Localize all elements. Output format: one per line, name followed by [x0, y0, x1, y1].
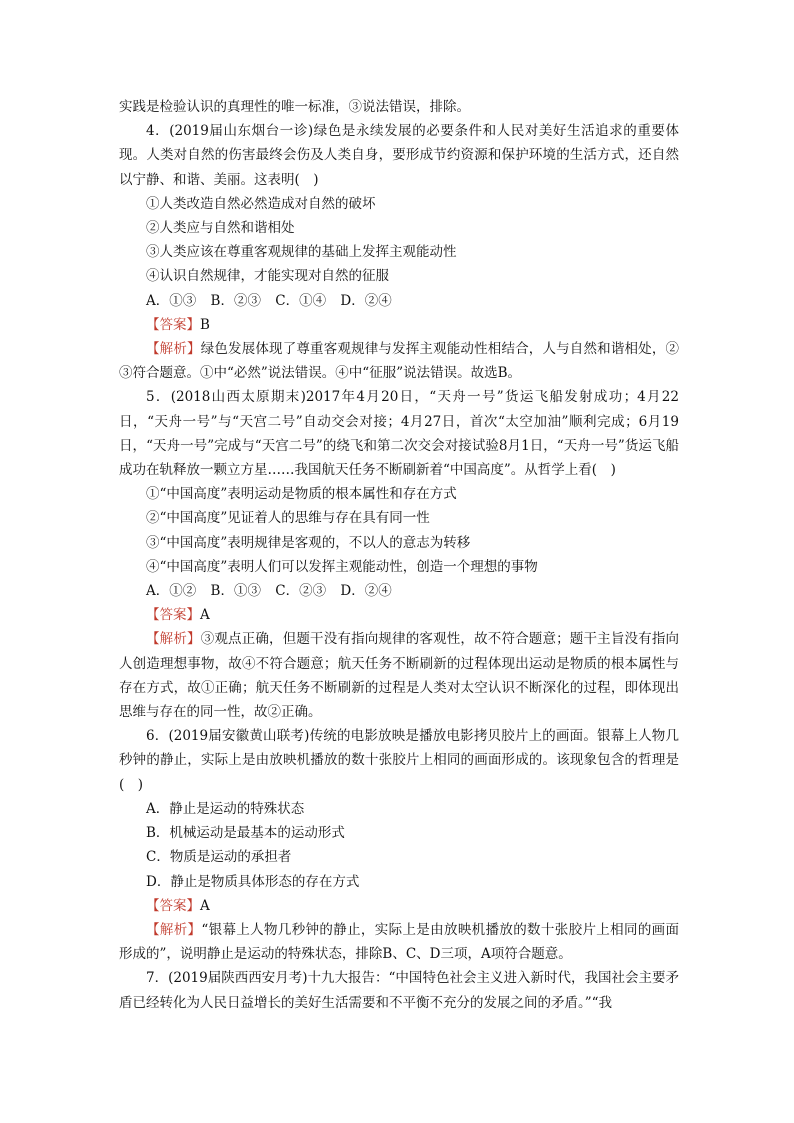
question-4-choices: [119, 289, 679, 313]
question-5-statement-1: ①“中国高度”表明运动是物质的根本属性和存在方式: [146, 486, 457, 503]
answer-value: A: [200, 607, 210, 624]
analysis-text: “银幕上人物几秒钟的静止，实际上是由放映机播放的数十张胶片上相同的画面形成的”，说明静止是运动的特殊状态，排除B、C、D三项，A项符合题意。: [119, 921, 680, 963]
question-5-statement-3: ③“中国高度”表明规律是客观的，不以人的意志为转移: [146, 534, 471, 551]
analysis-tag: 【解析】: [146, 631, 201, 648]
answer-tag: 【答案】: [146, 316, 200, 333]
choice-c: C．②③: [275, 583, 327, 600]
intro-line: 实践是检验认识的真理性的唯一标准，③说法错误，排除。: [119, 99, 470, 115]
document-content: [119, 95, 679, 1015]
choice-b: B．①③: [210, 583, 261, 600]
analysis-tag: 【解析】: [146, 921, 202, 938]
analysis-text: 绿色发展体现了尊重客观规律与发挥主观能动性相结合，人与自然和谐相处，②③符合题意。①中“必然”说法错误。④中“征服”说法错误。故选B。: [119, 341, 680, 382]
question-6-stem: 6．(2019届安徽黄山联考)传统的电影放映是播放电影拷贝胶片上的画面。银幕上人物几秒钟的静止，实际上是由放映机播放的数十张胶片上相同的画面形成的。该现象包含的哲理是( ): [119, 728, 679, 793]
question-5-answer: [119, 603, 679, 627]
question-5-statement-4: ④“中国高度”表明人们可以发挥主观能动性，创造一个理想的事物: [146, 558, 538, 575]
question-4-statement-1: ①人类改造自然必然造成对自然的破坏: [146, 195, 376, 212]
choice-a: A．①②: [146, 583, 197, 600]
answer-value: A: [200, 897, 210, 914]
question-5-stem: 5．(2018山西太原期末)2017年4月20日，“天舟一号”货运飞船发射成功；4月22日，“天舟一号”与“天宫二号”自动交会对接；4月27日，首次“太空加油”顺利完成；6月19日，“天舟一号”完成与“天宫二号”的绕飞和第二次交会对接试验8月1日，“天舟一号”货运飞船成功在轨释放一颗立方星……我国航天任务不断刷新着“中国高度”。从哲学上看( ): [119, 389, 679, 479]
answer-tag: 【答案】: [146, 897, 200, 914]
question-4-answer: [119, 313, 679, 337]
question-4-stem: 4．(2019届山东烟台一诊)绿色是永续发展的必要条件和人民对美好生活追求的重要体现。人类对自然的伤害最终会伤及人类自身，要形成节约资源和保护环境的生活方式，还自然以宁静、和谐、美丽。这表明( ): [119, 123, 679, 188]
choice-b: B．②③: [210, 292, 261, 309]
question-4-analysis: [119, 337, 679, 385]
question-6-analysis: [119, 918, 679, 966]
question-5-statement-2: ②“中国高度”见证着人的思维与存在具有同一性: [146, 510, 430, 527]
choice-d: D．②④: [340, 583, 392, 600]
choice-d: D．②④: [340, 292, 392, 309]
question-4-statement-2: ②人类应与自然和谐相处: [146, 220, 295, 237]
question-6-option-a: A．静止是运动的特殊状态: [146, 800, 305, 817]
question-5-choices: [119, 579, 679, 603]
answer-tag: 【答案】: [146, 607, 200, 624]
question-6-option-d: D．静止是物质具体形态的存在方式: [146, 873, 360, 890]
question-4-statement-3: ③人类应该在尊重客观规律的基础上发挥主观能动性: [146, 244, 457, 261]
analysis-text: ③观点正确，但题干没有指向规律的客观性，故不符合题意；题干主旨没有指向人创造理想事物，故④不符合题意；航天任务不断刷新的过程体现出运动是物质的根本属性与存在方式，故①正确；航天任务不断刷新的过程是人类对太空认识不断深化的过程，即体现出思维与存在的同一性，故②正确。: [119, 631, 680, 721]
choice-c: C．①④: [275, 292, 327, 309]
question-6-option-b: B．机械运动是最基本的运动形式: [146, 825, 345, 842]
question-5-analysis: [119, 627, 679, 724]
answer-value: B: [200, 316, 210, 333]
analysis-tag: 【解析】: [146, 341, 201, 358]
question-4-statement-4: ④认识自然规律，才能实现对自然的征服: [146, 268, 389, 285]
choice-a: A．①③: [146, 292, 197, 309]
question-7-stem: 7．(2019届陕西西安月考)十九大报告：“中国特色社会主义进入新时代，我国社会主要矛盾已经转化为人民日益增长的美好生活需要和不平衡不充分的发展之间的矛盾。”“我: [119, 970, 679, 1011]
question-6-option-c: C．物质是运动的承担者: [146, 849, 292, 866]
question-6-answer: [119, 894, 679, 918]
